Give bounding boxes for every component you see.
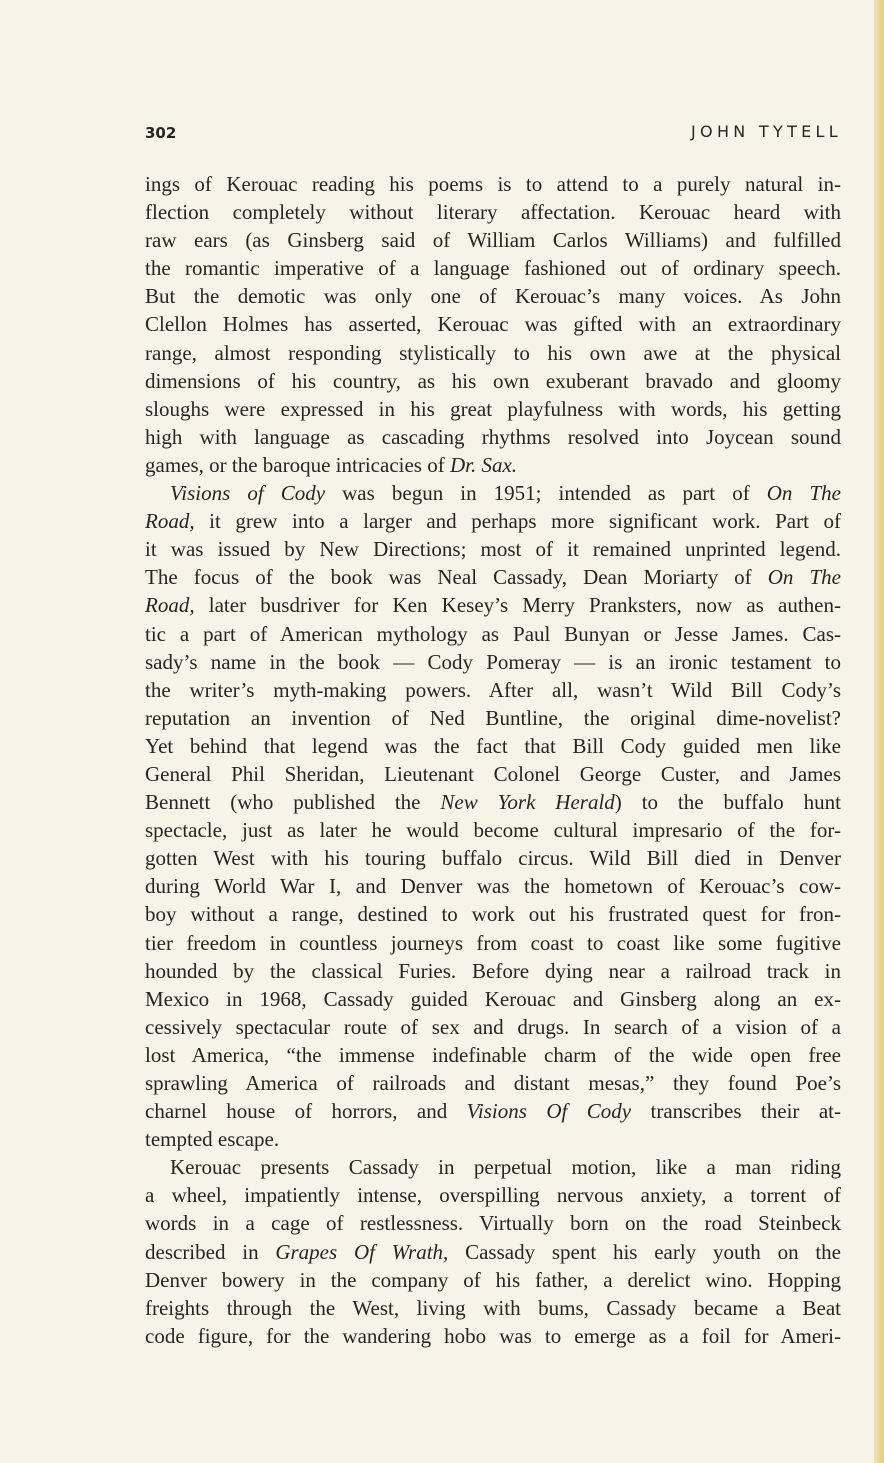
- paragraph: [145, 479, 841, 1153]
- text-line: boy without a range, destined to work out his frustrated quest for fron-: [145, 902, 841, 927]
- body-text: [145, 170, 841, 1350]
- text-line: freights through the West, living with bums, Cassady became a Beat: [145, 1295, 841, 1320]
- text-line: Kerouac presents Cassady in perpetual motion, like a man riding: [170, 1155, 841, 1180]
- italic-title: Grapes Of Wrath,: [275, 1239, 449, 1264]
- italic-title: On The: [766, 481, 841, 506]
- text-line: cessively spectacular route of sex and drugs. In search of a vision of a: [145, 1014, 841, 1039]
- text-line: Bennett (who published the New York Herald) to the buffalo hunt: [145, 790, 841, 815]
- text-line: a wheel, impatiently intense, overspilling nervous anxiety, a torrent of: [145, 1183, 841, 1208]
- text-line: Mexico in 1968, Cassady guided Kerouac and Ginsberg along an ex-: [145, 986, 841, 1011]
- text-line: sady’s name in the book — Cody Pomeray — is an ironic testament to: [145, 649, 841, 674]
- text-line: hounded by the classical Furies. Before dying near a railroad track in: [145, 958, 841, 983]
- text-line: range, almost responding stylistically to his own awe at the physical: [145, 340, 841, 365]
- italic-title: Road,: [145, 593, 195, 618]
- text-line: during World War I, and Denver was the hometown of Kerouac’s cow-: [145, 874, 841, 899]
- running-head-author: JOHN TYTELL: [691, 122, 842, 141]
- text-line: flection completely without literary affectation. Kerouac heard with: [145, 200, 841, 225]
- text-line: Yet behind that legend was the fact that Bill Cody guided men like: [145, 733, 841, 758]
- text-line: raw ears (as Ginsberg said of William Carlos Williams) and fulfilled: [145, 228, 841, 253]
- text-line: sloughs were expressed in his great playfulness with words, his getting: [145, 396, 841, 421]
- page-edge: [874, 0, 884, 1463]
- page-number: 302: [145, 124, 177, 142]
- italic-title: Road,: [145, 509, 195, 534]
- text-line: tic a part of American mythology as Paul Bunyan or Jesse James. Cas-: [145, 621, 841, 646]
- text-line: gotten West with his touring buffalo circus. Wild Bill died in Denver: [145, 846, 841, 871]
- text-line: ings of Kerouac reading his poems is to attend to a purely natural in-: [145, 172, 841, 196]
- italic-title: Visions Of Cody: [466, 1099, 632, 1124]
- text-line: described in Grapes Of Wrath, Cassady spent his early youth on the: [145, 1239, 841, 1264]
- paragraph: [145, 1153, 841, 1350]
- running-header: [145, 122, 842, 146]
- text-line: words in a cage of restlessness. Virtually born on the road Steinbeck: [145, 1211, 841, 1236]
- paragraph: [145, 170, 841, 479]
- italic-title: Dr. Sax.: [449, 452, 518, 477]
- text-line: But the demotic was only one of Kerouac’s many voices. As John: [145, 284, 841, 309]
- text-line: high with language as cascading rhythms resolved into Joycean sound: [145, 424, 841, 449]
- text-line: the romantic imperative of a language fashioned out of ordinary speech.: [145, 256, 841, 281]
- text-line: charnel house of horrors, and Visions Of Cody transcribes their at-: [145, 1099, 841, 1124]
- text-line: dimensions of his country, as his own exuberant bravado and gloomy: [145, 368, 841, 393]
- text-line: lost America, “the immense indefinable charm of the wide open free: [145, 1042, 841, 1067]
- italic-title: Visions of Cody: [170, 481, 326, 506]
- text-line: Clellon Holmes has asserted, Kerouac was gifted with an extraordinary: [145, 312, 841, 337]
- text-line: Road, later busdriver for Ken Kesey’s Merry Pranksters, now as authen-: [145, 593, 841, 618]
- text-line: sprawling America of railroads and distant mesas,” they found Poe’s: [145, 1071, 841, 1095]
- text-line: spectacle, just as later he would become cultural impresario of the for-: [145, 818, 841, 843]
- text-line: Visions of Cody was begun in 1951; intended as part of On The: [170, 481, 841, 506]
- text-line: Denver bowery in the company of his father, a derelict wino. Hopping: [145, 1267, 841, 1292]
- text-line: General Phil Sheridan, Lieutenant Colonel George Custer, and James: [145, 761, 841, 786]
- italic-title: On The: [767, 565, 841, 590]
- text-line: The focus of the book was Neal Cassady, Dean Moriarty of On The: [145, 565, 841, 590]
- text-line: tier freedom in countless journeys from coast to coast like some fugitive: [145, 930, 841, 955]
- text-line: code figure, for the wandering hobo was to emerge as a foil for Ameri-: [145, 1323, 841, 1348]
- text-line: it was issued by New Directions; most of it remained unprinted legend.: [145, 537, 841, 562]
- text-line: reputation an invention of Ned Buntline, the original dime-novelist?: [145, 705, 841, 730]
- italic-title: New York Herald: [440, 790, 615, 815]
- text-line: tempted escape.: [145, 1127, 280, 1152]
- text-line: Road, it grew into a larger and perhaps more significant work. Part of: [145, 509, 841, 534]
- text-line: games, or the baroque intricacies of Dr. Sax.: [145, 452, 518, 477]
- text-line: the writer’s myth-making powers. After all, wasn’t Wild Bill Cody’s: [145, 677, 841, 702]
